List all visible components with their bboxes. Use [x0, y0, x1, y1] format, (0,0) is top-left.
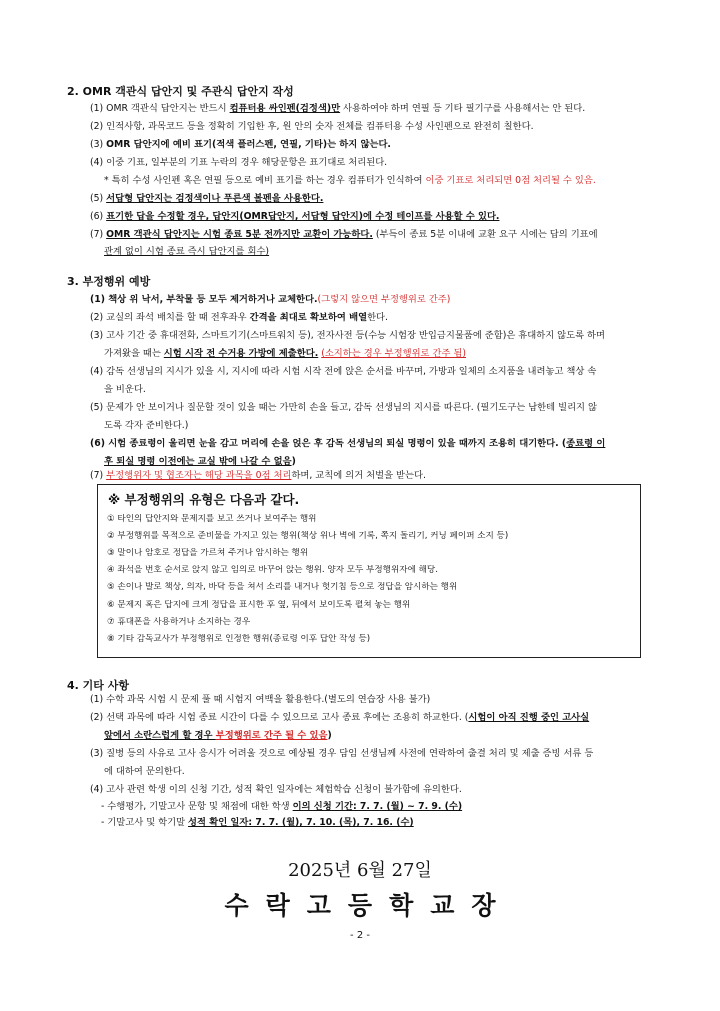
cheating-type-1: ① 타인의 답안지와 문제지를 보고 쓰거나 보여주는 행위 — [107, 514, 317, 524]
sec2-item-4: (4) 이중 기표, 일부분의 기표 누락의 경우 해당문항은 표기대로 처리된다. — [90, 157, 388, 168]
sec3-item-2: (2) 교실의 좌석 배치를 할 때 전후좌우 간격을 최대로 확보하여 배열한다. — [90, 312, 388, 323]
sec3-item-6: (6) 시험 종료령이 울리면 눈을 감고 머리에 손을 얹은 후 감독 선생님의 퇴실 명령이 있을 때까지 조용히 대기한다. (종료령 이 — [90, 438, 606, 449]
section-3-title: 3. 부정행위 예방 — [67, 275, 151, 288]
sec3-item-3-cont: 가져왔을 때는 시험 시작 전 수거용 가방에 제출한다. (소지하는 경우 부정행위로 간주 됨) — [104, 348, 467, 359]
school-principal: 수락고등학교장 — [224, 891, 513, 920]
cheating-type-2: ② 부정행위를 목적으로 준비물을 가지고 있는 행위(책상 위나 벽에 기록, 쪽지 돌리기, 커닝 페이퍼 소지 등) — [107, 531, 509, 541]
sec3-item-4-cont: 을 비운다. — [104, 384, 146, 395]
cheating-types-title: ※ 부정행위의 유형은 다음과 같다. — [108, 492, 300, 507]
section-4-title: 4. 기타 사항 — [67, 679, 129, 692]
section-2-title: 2. OMR 객관식 답안지 및 주관식 답안지 작성 — [67, 85, 294, 98]
sec2-item-4-note: * 특히 수성 사인펜 혹은 연필 등으로 예비 표기를 하는 경우 컴퓨터가 인식하여 이중 기표로 처리되면 0점 처리될 수 있음. — [104, 175, 596, 186]
sec4-item-3: (3) 질병 등의 사유로 고사 응시가 어려울 것으로 예상될 경우 담임 선생님께 사전에 연락하여 출결 처리 및 제출 증빙 서류 등 — [90, 748, 594, 759]
cheating-type-3: ③ 말이나 암호로 정답을 가르쳐 주거나 암시하는 행위 — [107, 548, 309, 558]
sec3-item-6-cont: 후 퇴실 명령 이전에는 교실 밖에 나갈 수 없음) — [104, 456, 296, 467]
sec4-item-3-cont: 에 대하여 문의한다. — [104, 766, 185, 777]
sec4-item-2: (2) 선택 과목에 따라 시험 종료 시간이 다를 수 있으므로 고사 종료 후에는 조용히 하교한다. (시험이 아직 진행 중인 고사실 — [90, 712, 590, 723]
cheating-type-4: ④ 좌석을 번호 순서로 앉지 않고 임의로 바꾸어 앉는 행위. 양자 모두 부정행위자에 해당. — [107, 565, 438, 575]
sec4-item-4-dash-1: - 수행평가, 기말고사 문항 및 채점에 대한 학생 이의 신청 기간: 7. 7. (월) ~ 7. 9. (수) — [101, 801, 463, 812]
sec3-item-1: (1) 책상 위 낙서, 부착물 등 모두 제거하거나 교체한다.(그렇지 않으면 부정행위로 간주) — [90, 294, 451, 305]
sec2-item-1: (1) OMR 객관식 답안지는 반드시 컴퓨터용 싸인펜(검정색)만 사용하여야 하며 연필 등 기타 필기구를 사용해서는 안 된다. — [90, 103, 586, 114]
sec2-item-6: (6) 표기한 답을 수정할 경우, 답안지(OMR답안지, 서답형 답안지)에 수정 테이프를 사용할 수 있다. — [90, 211, 500, 222]
page-number: - 2 - — [350, 930, 370, 941]
sec3-item-3: (3) 고사 기간 중 휴대전화, 스마트기기(스마트워치 등), 전자사전 등(수능 시험장 반입금지물품에 준함)은 휴대하지 않도록 하며 — [90, 330, 606, 341]
cheating-type-8: ⑧ 기타 감독교사가 부정행위로 인정한 행위(종료령 이후 답안 작성 등) — [107, 634, 371, 644]
sec3-item-7: (7) 부정행위자 및 협조자는 해당 과목을 0점 처리하며, 교칙에 의거 처벌을 받는다. — [90, 470, 426, 481]
sec4-item-4: (4) 고사 관련 학생 이의 신청 기간, 성적 확인 일자에는 체험학습 신청이 불가함에 유의한다. — [90, 784, 462, 795]
cheating-type-5: ⑤ 손이나 발로 책상, 의자, 바닥 등을 쳐서 소리를 내거나 헛기침 등으로 정답을 암시하는 행위 — [107, 582, 458, 592]
cheating-type-6: ⑥ 문제지 혹은 답지에 크게 정답을 표시한 후 옆, 뒤에서 보이도록 펼쳐 놓는 행위 — [107, 600, 411, 610]
sec4-item-2-cont: 앞에서 소란스럽게 할 경우 부정행위로 간주 될 수 있음) — [104, 730, 332, 741]
sec3-item-5-cont: 도록 각자 준비한다.) — [104, 420, 189, 431]
sec2-item-7-cont: 관계 없이 시험 종료 즉시 답안지를 회수) — [104, 246, 270, 257]
sec2-item-5: (5) 서답형 답안지는 검정색이나 푸른색 볼펜을 사용한다. — [90, 193, 324, 204]
sec3-item-4: (4) 감독 선생님의 지시가 있을 시, 지시에 따라 시험 시작 전에 앉은 순서를 바꾸며, 가방과 일체의 소지품을 내려놓고 책상 속 — [90, 366, 597, 377]
sec2-item-7: (7) OMR 객관식 답안지는 시험 종료 5분 전까지만 교환이 가능하다. (부득이 종료 5분 이내에 교환 요구 시에는 답의 기표에 — [90, 229, 598, 240]
sec2-item-3: (3) OMR 답안지에 예비 표기(적색 플러스펜, 연필, 기타)는 하지 않는다. — [90, 139, 391, 150]
cheating-type-7: ⑦ 휴대폰을 사용하거나 소지하는 경우 — [107, 617, 251, 627]
issue-date: 2025년 6월 27일 — [288, 860, 432, 881]
sec2-item-2: (2) 인적사항, 과목코드 등을 정확히 기입한 후, 원 안의 숫자 전체를 컴퓨터용 수성 사인펜으로 완전히 칠한다. — [90, 121, 534, 132]
sec3-item-5: (5) 문제가 안 보이거나 질문할 것이 있을 때는 가만히 손을 들고, 감독 선생님의 지시를 따른다. (필기도구는 남한테 빌리지 않 — [90, 402, 597, 413]
sec4-item-1: (1) 수학 과목 시험 시 문제 풀 때 시험지 여백을 활용한다.(별도의 연습장 사용 불가) — [90, 694, 431, 705]
sec4-item-4-dash-2: - 기말고사 및 학기말 성적 확인 일자: 7. 7. (월), 7. 10. (목), 7. 16. (수) — [101, 817, 414, 828]
